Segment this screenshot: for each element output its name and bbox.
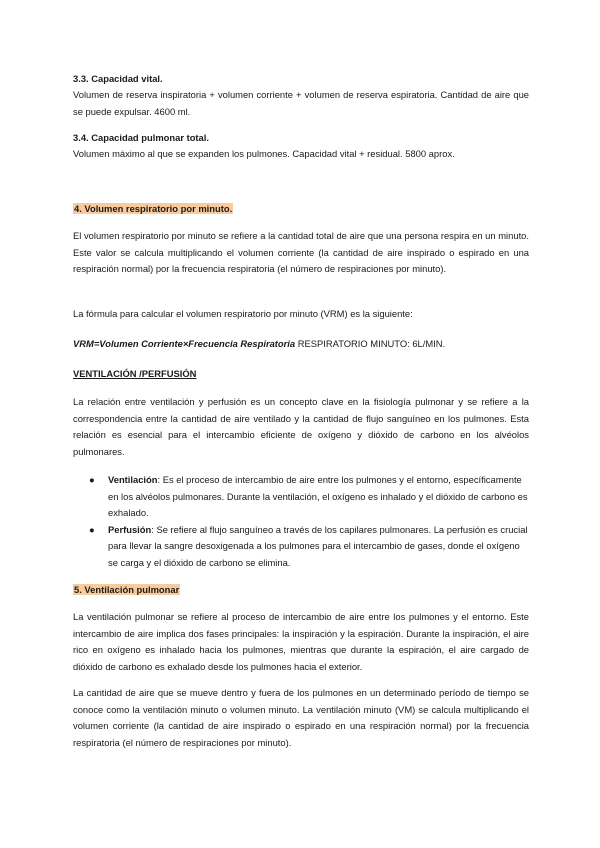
ventilation-perfusion-paragraph: La relación entre ventilación y perfusión es un concepto clave en la fisiología pulmonar y se refiere a la correspondencia entre la cantidad de aire ventilado y la cantidad de flujo sanguíneo en los pulmones. Esta relación es esencial para el intercambio eficiente de oxígeno y dióxido de carbono en los alvéolos pulmonares. xyxy=(73,396,529,457)
bullet-marker: ● xyxy=(89,474,95,485)
section-5-heading: 5. Ventilación pulmonar xyxy=(74,584,180,595)
bullet-marker: ● xyxy=(89,523,95,535)
ventilation-perfusion-bullets xyxy=(73,472,529,571)
formula-line xyxy=(73,336,529,353)
section-4-heading-line xyxy=(73,201,529,218)
bullet-term: Perfusión xyxy=(108,523,152,535)
section-4-paragraph-1: El volumen respiratorio por minuto se refiere a la cantidad total de aire que una persona respira en un minuto. Este valor se calcula multiplicando el volumen corriente (la cantidad de aire inspirado o espirado en una respiración normal) por la frecuencia respiratoria (el número de respiraciones por minuto). xyxy=(73,230,529,274)
section-4-paragraph-2: La fórmula para calcular el volumen respiratorio por minuto (VRM) es la siguiente: xyxy=(73,308,413,319)
section-5-heading-line xyxy=(73,582,529,599)
bullet-text: : Es el proceso de intercambio de aire entre los pulmones y el entorno, específicamente en los alvéolos pulmonares. Durante la ventilación, el oxígeno es inhalado y el dióxido de carbono es exhalado. xyxy=(108,474,528,518)
ventilation-perfusion-heading-line xyxy=(73,366,529,383)
section-5-paragraph-1: La ventilación pulmonar se refiere al proceso de intercambio de aire entre los pulmones y el entorno. Este intercambio de aire implica dos fases principales: la inspiración y la espiración. Durante la inspiración, el aire rico en oxígeno es inhalado hacia los pulmones, mientras que durante la espiración, el aire cargado de dióxido de carbono es exhalado desde los pulmones hacia el exterior. xyxy=(73,611,529,672)
bullet-perfusion xyxy=(73,522,529,572)
section-3-3-heading: 3.3. Capacidad vital. xyxy=(73,73,163,84)
section-3-4-text: Volumen máximo al que se expanden los pulmones. Capacidad vital + residual. 5800 aprox. xyxy=(73,148,455,159)
bullet-term: Ventilación xyxy=(108,474,158,485)
ventilation-perfusion-heading: VENTILACIÓN /PERFUSIÓN xyxy=(73,368,197,379)
formula: VRM=Volumen Corriente×Frecuencia Respiratoria xyxy=(73,338,296,349)
section-3-3-text: Volumen de reserva inspiratoria + volumen corriente + volumen de reserva espiratoria. Cantidad de aire que se puede expulsar. 4600 ml. xyxy=(73,89,529,117)
section-5-paragraph-2: La cantidad de aire que se mueve dentro y fuera de los pulmones en un determinado período de tiempo se conoce como la ventilación minuto o volumen minuto. La ventilación minuto (VM) se calcula multiplicando el volumen corriente (la cantidad de aire inspirado o espirado en una respiración normal) por la frecuencia respiratoria (el número de respiraciones por minuto). xyxy=(73,687,529,748)
bullet-ventilacion xyxy=(73,472,529,522)
formula-tail: RESPIRATORIO MINUTO: 6L/MIN. xyxy=(295,338,446,349)
section-3-4-heading: 3.4. Capacidad pulmonar total. xyxy=(73,132,209,143)
section-4-heading: 4. Volumen respiratorio por minuto. xyxy=(74,203,233,214)
bullet-text: : Se refiere al flujo sanguíneo a través de los capilares pulmonares. La perfusión es crucial para llevar la sangre desoxigenada a los pulmones para el intercambio de gases, donde el oxígeno se carga y el dióxido de carbono se elimina. xyxy=(108,523,528,568)
